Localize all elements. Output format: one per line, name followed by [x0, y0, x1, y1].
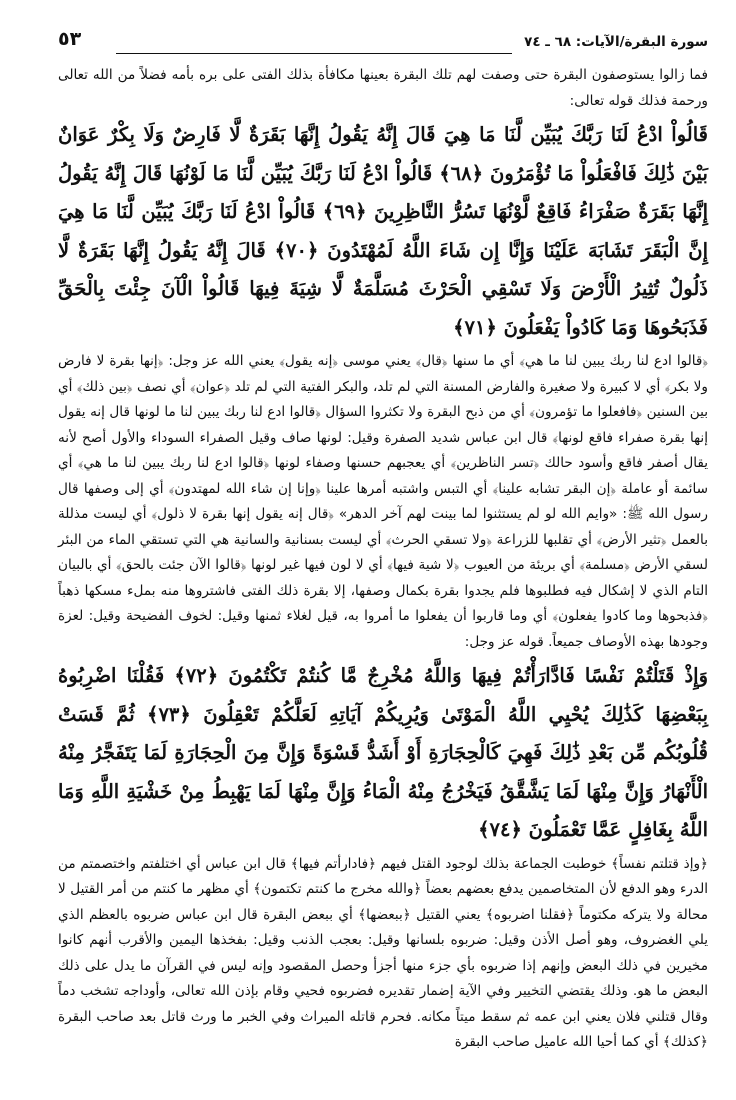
surah-reference: سورة البقرة/الآيات: ٦٨ ـ ٧٤: [524, 34, 708, 50]
page: [58, 28, 708, 1088]
page-number: ٥٣: [58, 28, 82, 50]
quran-verses-72-74: وَإِذْ قَتَلْتُمْ نَفْسًا فَادَّارَأْتُمْ فِيهَا وَاللَّهُ مُخْرِجٌ مَّا كُنتُمْ تَكْتُمُونَ ﴿٧٢﴾ فَقُلْنَا اضْرِبُوهُ بِبَعْضِهَا كَذَٰلِكَ يُحْيِي اللَّهُ الْمَوْتَىٰ وَيُرِيكُمْ آيَاتِهِ لَعَلَّكُمْ تَعْقِلُونَ ﴿٧٣﴾ ثُمَّ قَسَتْ قُلُوبُكُم مِّن بَعْدِ ذَٰلِكَ فَهِيَ كَالْحِجَارَةِ أَوْ أَشَدُّ قَسْوَةً وَإِنَّ مِنَ الْحِجَارَةِ لَمَا يَتَفَجَّرُ مِنْهُ الْأَنْهَارُ وَإِنَّ مِنْهَا لَمَا يَشَّقَّقُ فَيَخْرُجُ مِنْهُ الْمَاءُ وَإِنَّ مِنْهَا لَمَا يَهْبِطُ مِنْ خَشْيَةِ اللَّهِ وَمَا اللَّهُ بِغَافِلٍ عَمَّا تَعْمَلُونَ ﴿٧٤﴾: [58, 664, 708, 842]
page-header: [58, 28, 708, 62]
header-rule: [116, 53, 512, 54]
quran-verses-68-71: قَالُواْ ادْعُ لَنَا رَبَّكَ يُبَيِّن لَّنَا مَا هِيَ قَالَ إِنَّهُ يَقُولُ إِنَّهَا بَقَرَةٌ لَّا فَارِضٌ وَلَا بِكْرٌ عَوَانٌ بَيْنَ ذَٰلِكَ فَافْعَلُواْ مَا تُؤْمَرُونَ ﴿٦٨﴾ قَالُواْ ادْعُ لَنَا رَبَّكَ يُبَيِّن لَّنَا مَا لَوْنُهَا قَالَ إِنَّهُ يَقُولُ إِنَّهَا بَقَرَةٌ صَفْرَاءُ فَاقِعٌ لَّوْنُهَا تَسُرُّ النَّاظِرِينَ ﴿٦٩﴾ قَالُواْ ادْعُ لَنَا رَبَّكَ يُبَيِّن لَّنَا مَا هِيَ إِنَّ الْبَقَرَ تَشَابَهَ عَلَيْنَا وَإِنَّا إِن شَاءَ اللَّهُ لَمُهْتَدُونَ ﴿٧٠﴾ قَالَ إِنَّهُ يَقُولُ إِنَّهَا بَقَرَةٌ لَّا ذَلُولٌ تُثِيرُ الْأَرْضَ وَلَا تَسْقِي الْحَرْثَ مُسَلَّمَةٌ لَّا شِيَةَ فِيهَا قَالُواْ الْآنَ جِئْتَ بِالْحَقِّ فَذَبَحُوهَا وَمَا كَادُواْ يَفْعَلُونَ ﴿٧١﴾: [58, 123, 708, 339]
intro-paragraph: فما زالوا يستوصفون البقرة حتى وصفت لهم تلك البقرة بعينها مكافأة بذلك الفتى على بره بأمه فضلاً من الله تعالى ورحمة فذلك قوله تعالى:: [58, 67, 708, 110]
tafsir-68-71: ﴿قالوا ادع لنا ربك يبين لنا ما هي﴾ أي ما سنها ﴿قال﴾ يعني موسى ﴿إنه يقول﴾ يعني الله عز وجل: ﴿إنها بقرة لا فارض ولا بكر﴾ أي لا كبيرة ولا صغيرة والفارض المسنة التي لم تلد، والبكر الفتية التي لم تلد ﴿عوان﴾ أي نصف ﴿بين ذلك﴾ أي بين السنين ﴿فافعلوا ما تؤمرون﴾ أي من ذبح البقرة ولا تكثروا السؤال ﴿قالوا ادع لنا ربك يبين لنا ما لونها قال إنه يقول إنها بقرة صفراء فاقع لونها﴾ قال ابن عباس شديد الصفرة وقيل: لونها صاف وقيل الصفراء السوداء والأول أصح لأنه يقال أصفر فاقع وأسود حالك ﴿تسر الناظرين﴾ أي يعجبهم حسنها وصفاء لونها ﴿قالوا ادع لنا ربك يبين لنا ما هي﴾ أي سائمة أو عاملة ﴿إن البقر تشابه علينا﴾ أي التبس واشتبه أمرها علينا ﴿وإنا إن شاء الله لمهتدون﴾ أي إلى وصفها قال رسول الله ﷺ: «وايم الله لو لم يستثنوا لما بينت لهم آخر الدهر» ﴿قال إنه يقول إنها بقرة لا ذلول﴾ أي ليست مذللة بالعمل ﴿تثير الأرض﴾ أي تقلبها للزراعة ﴿ولا تسقي الحرث﴾ أي ليست بسنانية والسانية هي التي تستقي الماء من البئر لسقي الأرض ﴿مسلمة﴾ أي بريئة من العيوب ﴿لا شية فيها﴾ أي لا لون فيها غير لونها ﴿قالوا الآن جئت بالحق﴾ أي بالبيان التام الذي لا إشكال فيه فطلبوها فلم يجدوا بقرة بكمال وصفها، إلا بقرة ذلك الفتى فاشتروها منه بملء مسكها ذهباً ﴿فذبحوها وما كادوا يفعلون﴾ أي وما قاربوا أن يفعلوا ما أمروا به، قيل لغلاء ثمنها وقيل: لخوف الفضيحة وقيل: لعزة وجودها بهذه الأوصاف جميعاً. قوله عز وجل:: [58, 353, 708, 650]
tafsir-72-74: ﴿وإذ قتلتم نفساً﴾ خوطبت الجماعة بذلك لوجود القتل فيهم ﴿فادارأتم فيها﴾ قال ابن عباس أي اختلفتم واختصمتم من الدرء وهو الدفع لأن المتخاصمين يدفع بعضهم بعضاً ﴿والله مخرج ما كنتم تكتمون﴾ أي مظهر ما كنتم من أمر القتيل لا محالة ولا يتركه مكتوماً ﴿فقلنا اضربوه﴾ يعني القتيل ﴿ببعضها﴾ أي ببعض البقرة قال ابن عباس ضربوه بالعظم الذي يلي الغضروف، وهو أصل الأذن وقيل: ضربوه بلسانها وقيل: بعجب الذنب وقيل: بفخذها اليمين والأقرب أنهم كانوا مخيرين في ذلك البعض وإنهم إذا ضربوه بأي جزء منها أجزأ وحصل المقصود وإنه ليس في القرآن ما يدل على ذلك البعض ما هو. وذلك يقتضي التخيير وفي الآية إضمار تقديره فضربوه فحيي وقام بإذن الله تعالى، وأوداجه تشخب دماً وقال قتلني فلان يعني ابن عمه ثم سقط ميتاً مكانه. فحرم قاتله الميراث وفي الخبر ما ورث قاتل بعد صاحب البقرة ﴿كذلك﴾ أي كما أحيا الله عاميل صاحب البقرة: [58, 855, 708, 1051]
